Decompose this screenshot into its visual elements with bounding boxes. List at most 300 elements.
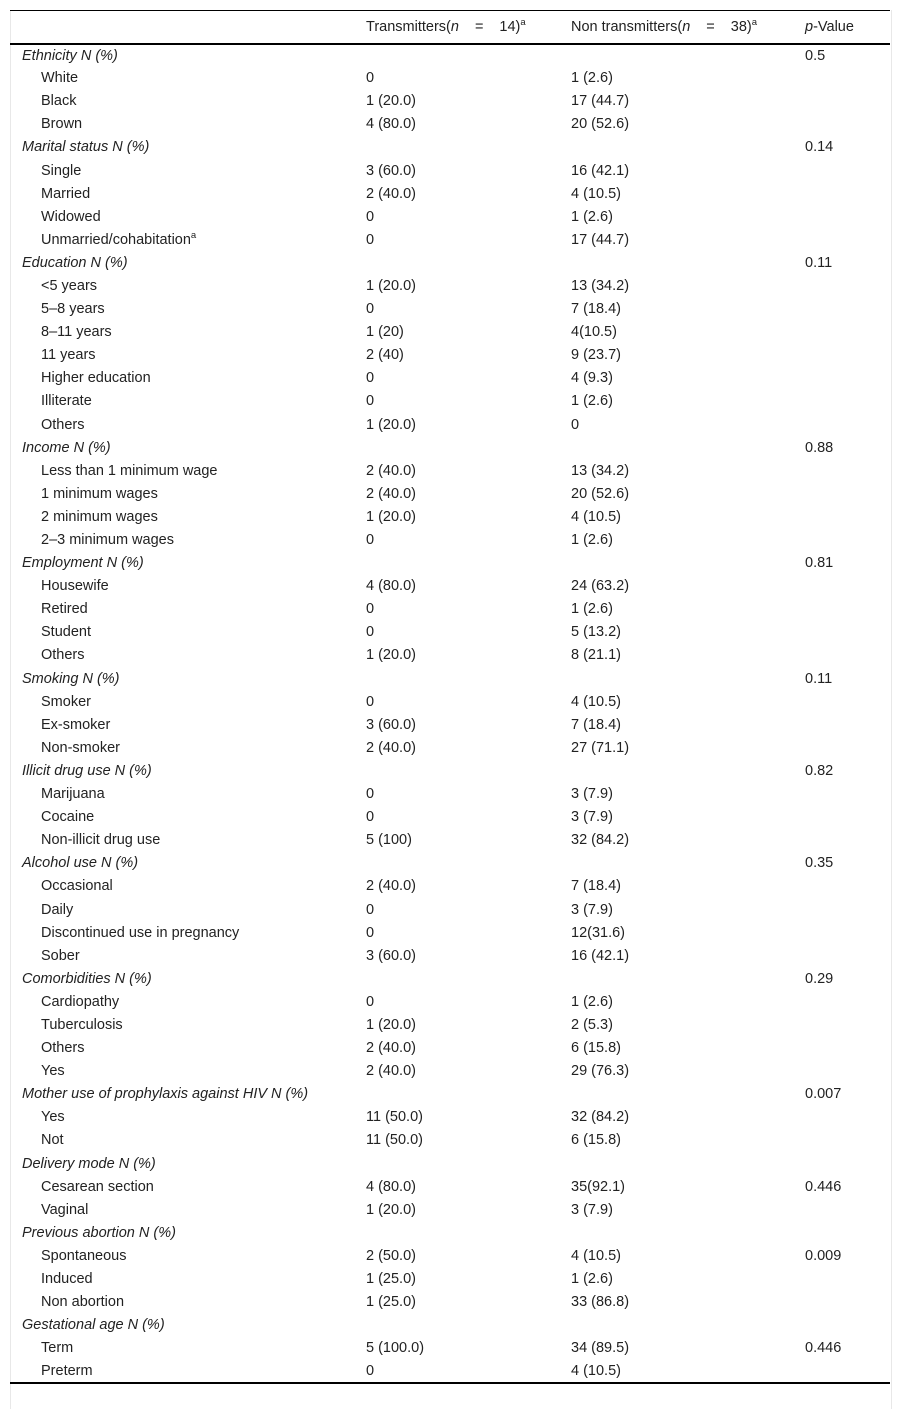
empty-cell	[366, 667, 571, 690]
row-label	[10, 1360, 366, 1383]
group-label-text: Employment N (%)	[22, 555, 144, 572]
header-row	[10, 11, 890, 44]
group-header-row	[10, 967, 890, 990]
row-label-text: Tuberculosis	[41, 1016, 123, 1033]
header-transmitters-n: n	[450, 18, 459, 35]
row-transmitters-text: 5 (100)	[366, 832, 412, 849]
group-label	[10, 1314, 366, 1337]
row-label-text: Cocaine	[41, 809, 95, 826]
row-transmitters	[366, 944, 571, 967]
row-transmitters	[366, 205, 571, 228]
row-non-transmitters-text: 20 (52.6)	[571, 485, 630, 502]
group-label-text: Marital status N (%)	[22, 139, 150, 156]
header-non-transmitters-val: 38)	[730, 18, 752, 35]
table-row	[10, 182, 890, 205]
row-transmitters-text: 0	[366, 370, 375, 387]
group-header-row	[10, 1083, 890, 1106]
group-label	[10, 1221, 366, 1244]
table-row	[10, 274, 890, 297]
table-row	[10, 90, 890, 113]
row-transmitters-text: 0	[366, 208, 375, 225]
group-label	[10, 1152, 366, 1175]
table-row	[10, 228, 890, 251]
group-header-row	[10, 667, 890, 690]
table-row	[10, 1060, 890, 1083]
row-non-transmitters	[571, 90, 805, 113]
table-row	[10, 621, 890, 644]
empty-cell	[366, 1221, 571, 1244]
row-transmitters	[366, 806, 571, 829]
row-label	[10, 1198, 366, 1221]
row-label-text: 11 years	[41, 347, 96, 364]
row-non-transmitters-text: 4 (9.3)	[571, 370, 613, 387]
row-label-text: Non abortion	[41, 1294, 125, 1311]
group-pvalue-text: 0.14	[805, 139, 834, 156]
row-transmitters	[366, 1267, 571, 1290]
row-non-transmitters-text: 7 (18.4)	[571, 301, 621, 318]
row-non-transmitters-text: 1 (2.6)	[571, 70, 613, 87]
row-non-transmitters-text: 16 (42.1)	[571, 162, 630, 179]
row-pvalue	[805, 1037, 890, 1060]
empty-cell	[366, 136, 571, 159]
row-transmitters	[366, 367, 571, 390]
row-transmitters	[366, 528, 571, 551]
row-label	[10, 713, 366, 736]
row-non-transmitters-text: 20 (52.6)	[571, 116, 630, 133]
group-pvalue	[805, 44, 890, 67]
row-label	[10, 113, 366, 136]
row-non-transmitters	[571, 459, 805, 482]
row-transmitters-text: 0	[366, 693, 375, 710]
row-label	[10, 298, 366, 321]
row-transmitters	[366, 575, 571, 598]
row-pvalue	[805, 113, 890, 136]
row-transmitters	[366, 1244, 571, 1267]
row-transmitters	[366, 621, 571, 644]
empty-cell	[571, 1152, 805, 1175]
empty-cell	[366, 759, 571, 782]
header-pvalue-rest: -Value	[813, 18, 854, 35]
header-transmitters-eq: =	[474, 18, 484, 35]
row-label-text: Less than 1 minimum wage	[41, 462, 218, 479]
row-transmitters-text: 0	[366, 624, 375, 641]
row-transmitters-text: 3 (60.0)	[366, 162, 416, 179]
row-transmitters	[366, 159, 571, 182]
row-label	[10, 1267, 366, 1290]
group-label	[10, 1083, 366, 1106]
row-transmitters	[366, 321, 571, 344]
header-pvalue	[805, 11, 890, 44]
row-label	[10, 1244, 366, 1267]
row-transmitters	[366, 783, 571, 806]
row-label-text: Marijuana	[41, 786, 105, 803]
row-transmitters-text: 3 (60.0)	[366, 716, 416, 733]
row-non-transmitters-text: 3 (7.9)	[571, 1201, 613, 1218]
row-transmitters-text: 2 (40)	[366, 347, 404, 364]
row-non-transmitters	[571, 713, 805, 736]
row-non-transmitters-text: 1 (2.6)	[571, 532, 613, 549]
group-label	[10, 136, 366, 159]
row-label-text: 5–8 years	[41, 301, 105, 318]
row-non-transmitters-text: 27 (71.1)	[571, 739, 630, 756]
row-non-transmitters-text: 4 (10.5)	[571, 693, 621, 710]
empty-cell	[571, 1314, 805, 1337]
row-transmitters-text: 1 (20.0)	[366, 93, 416, 110]
row-label-text: Non-illicit drug use	[41, 832, 161, 849]
row-non-transmitters	[571, 598, 805, 621]
row-non-transmitters	[571, 806, 805, 829]
row-non-transmitters	[571, 1244, 805, 1267]
row-non-transmitters-text: 17 (44.7)	[571, 93, 630, 110]
row-non-transmitters	[571, 621, 805, 644]
row-transmitters	[366, 1037, 571, 1060]
row-label-text: 1 minimum wages	[41, 485, 158, 502]
row-transmitters-text: 0	[366, 786, 375, 803]
row-non-transmitters-text: 4 (10.5)	[571, 1362, 621, 1379]
empty-cell	[571, 1083, 805, 1106]
row-label	[10, 505, 366, 528]
row-non-transmitters	[571, 1129, 805, 1152]
table-row	[10, 1175, 890, 1198]
row-non-transmitters-text: 8 (21.1)	[571, 647, 621, 664]
row-transmitters	[366, 413, 571, 436]
row-non-transmitters-text: 6 (15.8)	[571, 1040, 621, 1057]
table-body	[10, 44, 890, 1383]
row-pvalue	[805, 321, 890, 344]
header-empty-cell	[10, 11, 366, 44]
table-row	[10, 113, 890, 136]
group-label-text: Smoking N (%)	[22, 670, 120, 687]
row-non-transmitters-text: 3 (7.9)	[571, 901, 613, 918]
row-non-transmitters-text: 29 (76.3)	[571, 1063, 630, 1080]
row-transmitters-text: 0	[366, 393, 375, 410]
row-label	[10, 783, 366, 806]
row-transmitters-text: 2 (40.0)	[366, 1040, 416, 1057]
group-label-text: Mother use of prophylaxis against HIV N (%)	[22, 1086, 309, 1103]
empty-cell	[571, 759, 805, 782]
row-label-footnote: a	[190, 229, 197, 241]
row-transmitters	[366, 1198, 571, 1221]
empty-cell	[366, 1152, 571, 1175]
group-label-text: Illicit drug use N (%)	[22, 762, 152, 779]
empty-cell	[571, 667, 805, 690]
row-pvalue	[805, 298, 890, 321]
row-non-transmitters-text: 2 (5.3)	[571, 1016, 613, 1033]
group-pvalue	[805, 436, 890, 459]
row-non-transmitters	[571, 113, 805, 136]
row-label-text: Cardiopathy	[41, 993, 120, 1010]
header-transmitters-val: 14)	[499, 18, 521, 35]
group-pvalue	[805, 136, 890, 159]
row-transmitters-text: 4 (80.0)	[366, 578, 416, 595]
row-pvalue-text: 0.446	[805, 1340, 842, 1357]
row-non-transmitters-text: 3 (7.9)	[571, 809, 613, 826]
group-pvalue-text: 0.35	[805, 855, 834, 872]
table-row	[10, 1106, 890, 1129]
header-non-transmitters-n: n	[682, 18, 691, 35]
row-transmitters	[366, 344, 571, 367]
group-label	[10, 552, 366, 575]
row-transmitters-text: 0	[366, 532, 375, 549]
row-non-transmitters	[571, 575, 805, 598]
table-row	[10, 1013, 890, 1036]
row-transmitters	[366, 1106, 571, 1129]
row-label-text: Sober	[41, 947, 80, 964]
table-row	[10, 736, 890, 759]
table-row	[10, 1267, 890, 1290]
row-pvalue-text: 0.446	[805, 1178, 842, 1195]
row-label-text: Not	[41, 1132, 64, 1149]
group-pvalue-text: 0.29	[805, 970, 834, 987]
group-pvalue	[805, 759, 890, 782]
row-non-transmitters	[571, 505, 805, 528]
row-transmitters	[366, 736, 571, 759]
group-pvalue-text: 0.5	[805, 47, 826, 64]
table-row	[10, 1037, 890, 1060]
row-non-transmitters-text: 32 (84.2)	[571, 832, 630, 849]
row-non-transmitters	[571, 1037, 805, 1060]
row-transmitters	[366, 482, 571, 505]
row-label	[10, 482, 366, 505]
group-header-row	[10, 552, 890, 575]
group-label-text: Comorbidities N (%)	[22, 970, 152, 987]
row-pvalue	[805, 644, 890, 667]
empty-cell	[571, 1221, 805, 1244]
empty-cell	[366, 967, 571, 990]
group-header-row	[10, 1314, 890, 1337]
group-pvalue	[805, 1152, 890, 1175]
row-pvalue	[805, 228, 890, 251]
row-transmitters-text: 0	[366, 924, 375, 941]
row-transmitters-text: 0	[366, 301, 375, 318]
table-row	[10, 575, 890, 598]
row-transmitters	[366, 113, 571, 136]
row-pvalue	[805, 806, 890, 829]
group-label	[10, 759, 366, 782]
row-label-text: Others	[41, 647, 85, 664]
group-pvalue	[805, 667, 890, 690]
row-transmitters	[366, 644, 571, 667]
row-pvalue	[805, 1106, 890, 1129]
row-non-transmitters	[571, 298, 805, 321]
group-label	[10, 852, 366, 875]
row-pvalue	[805, 875, 890, 898]
group-label-text: Ethnicity N (%)	[22, 47, 118, 64]
row-transmitters-text: 1 (20.0)	[366, 1016, 416, 1033]
row-pvalue	[805, 1267, 890, 1290]
row-label-text: Spontaneous	[41, 1247, 127, 1264]
row-pvalue	[805, 783, 890, 806]
row-non-transmitters-text: 13 (34.2)	[571, 462, 630, 479]
row-pvalue	[805, 713, 890, 736]
row-pvalue	[805, 829, 890, 852]
empty-cell	[571, 967, 805, 990]
group-pvalue-text: 0.11	[805, 670, 833, 687]
row-label	[10, 806, 366, 829]
row-transmitters	[366, 829, 571, 852]
row-pvalue	[805, 690, 890, 713]
row-non-transmitters-text: 4(10.5)	[571, 324, 617, 341]
row-transmitters-text: 4 (80.0)	[366, 1178, 416, 1195]
header-non-transmitters-sup: a	[751, 16, 758, 28]
row-non-transmitters-text: 1 (2.6)	[571, 1271, 613, 1288]
header-non-transmitters	[571, 11, 805, 44]
row-transmitters-text: 4 (80.0)	[366, 116, 416, 133]
row-transmitters-text: 0	[366, 993, 375, 1010]
row-pvalue	[805, 1337, 890, 1360]
row-non-transmitters-text: 24 (63.2)	[571, 578, 630, 595]
row-label-text: White	[41, 70, 79, 87]
row-transmitters	[366, 875, 571, 898]
row-label-text: Smoker	[41, 693, 91, 710]
row-non-transmitters	[571, 274, 805, 297]
row-non-transmitters	[571, 205, 805, 228]
row-pvalue	[805, 736, 890, 759]
row-label	[10, 182, 366, 205]
row-non-transmitters	[571, 1060, 805, 1083]
row-non-transmitters-text: 4 (10.5)	[571, 508, 621, 525]
header-transmitters-pre: Transmitters(	[366, 18, 451, 35]
row-non-transmitters	[571, 413, 805, 436]
empty-cell	[366, 436, 571, 459]
row-non-transmitters-text: 1 (2.6)	[571, 601, 613, 618]
table-row	[10, 459, 890, 482]
group-label	[10, 436, 366, 459]
row-label-text: Housewife	[41, 578, 109, 595]
row-pvalue	[805, 1291, 890, 1314]
group-label-text: Education N (%)	[22, 254, 128, 271]
row-non-transmitters	[571, 875, 805, 898]
row-transmitters-text: 1 (25.0)	[366, 1271, 416, 1288]
row-pvalue	[805, 944, 890, 967]
row-non-transmitters	[571, 159, 805, 182]
row-non-transmitters-text: 4 (10.5)	[571, 185, 621, 202]
table-row	[10, 1129, 890, 1152]
group-header-row	[10, 1152, 890, 1175]
row-non-transmitters-text: 34 (89.5)	[571, 1340, 630, 1357]
row-transmitters	[366, 67, 571, 90]
row-transmitters	[366, 1175, 571, 1198]
row-non-transmitters	[571, 783, 805, 806]
row-non-transmitters	[571, 990, 805, 1013]
table-row	[10, 159, 890, 182]
row-transmitters	[366, 1013, 571, 1036]
table-row	[10, 321, 890, 344]
row-pvalue	[805, 482, 890, 505]
group-header-row	[10, 1221, 890, 1244]
row-transmitters	[366, 690, 571, 713]
row-transmitters-text: 2 (40.0)	[366, 739, 416, 756]
table-row	[10, 783, 890, 806]
table-row	[10, 690, 890, 713]
row-transmitters	[366, 182, 571, 205]
row-non-transmitters-text: 16 (42.1)	[571, 947, 630, 964]
row-non-transmitters-text: 3 (7.9)	[571, 786, 613, 803]
row-non-transmitters-text: 0	[571, 416, 580, 433]
group-header-row	[10, 251, 890, 274]
row-non-transmitters	[571, 482, 805, 505]
group-label-text: Income N (%)	[22, 439, 111, 456]
table-row	[10, 482, 890, 505]
row-label-text: Occasional	[41, 878, 113, 895]
row-non-transmitters-text: 17 (44.7)	[571, 231, 630, 248]
empty-cell	[366, 1314, 571, 1337]
row-label	[10, 829, 366, 852]
group-header-row	[10, 436, 890, 459]
row-non-transmitters-text: 33 (86.8)	[571, 1294, 630, 1311]
row-non-transmitters-text: 1 (2.6)	[571, 393, 613, 410]
row-pvalue	[805, 159, 890, 182]
table-header	[10, 11, 890, 44]
row-label-text: <5 years	[41, 277, 98, 294]
table-row	[10, 921, 890, 944]
table-row	[10, 944, 890, 967]
row-non-transmitters	[571, 1267, 805, 1290]
row-label-text: Brown	[41, 116, 83, 133]
table-row	[10, 367, 890, 390]
row-label-text: Vaginal	[41, 1201, 89, 1218]
group-pvalue	[805, 1314, 890, 1337]
empty-cell	[366, 852, 571, 875]
row-transmitters	[366, 921, 571, 944]
row-label-text: Yes	[41, 1109, 65, 1126]
table-row	[10, 1198, 890, 1221]
group-pvalue-text: 0.88	[805, 439, 834, 456]
group-pvalue-text: 0.007	[805, 1086, 842, 1103]
row-transmitters	[366, 90, 571, 113]
row-transmitters-text: 0	[366, 70, 375, 87]
row-transmitters-text: 2 (40.0)	[366, 878, 416, 895]
group-label	[10, 251, 366, 274]
group-pvalue	[805, 852, 890, 875]
row-pvalue	[805, 344, 890, 367]
row-transmitters-text: 1 (20.0)	[366, 1201, 416, 1218]
row-transmitters-text: 0	[366, 1362, 375, 1379]
table-row	[10, 413, 890, 436]
table-row	[10, 505, 890, 528]
row-non-transmitters-text: 4 (10.5)	[571, 1247, 621, 1264]
row-label-text: Cesarean section	[41, 1178, 154, 1195]
header-non-transmitters-eq: =	[706, 18, 715, 35]
row-label-text: Yes	[41, 1063, 65, 1080]
row-transmitters-text: 0	[366, 901, 375, 918]
table-row	[10, 344, 890, 367]
row-label	[10, 921, 366, 944]
row-label-text: Black	[41, 93, 77, 110]
row-label-text: Preterm	[41, 1362, 93, 1379]
row-pvalue	[805, 1244, 890, 1267]
row-label-text: Others	[41, 416, 85, 433]
row-non-transmitters	[571, 1360, 805, 1383]
group-pvalue-text: 0.81	[805, 555, 834, 572]
row-pvalue	[805, 90, 890, 113]
row-transmitters	[366, 1291, 571, 1314]
row-pvalue	[805, 1129, 890, 1152]
row-label-text: Single	[41, 162, 82, 179]
row-non-transmitters	[571, 67, 805, 90]
row-label-text: Discontinued use in pregnancy	[41, 924, 240, 941]
row-label	[10, 736, 366, 759]
row-pvalue	[805, 528, 890, 551]
row-label	[10, 690, 366, 713]
row-non-transmitters	[571, 528, 805, 551]
row-non-transmitters	[571, 898, 805, 921]
group-label-text: Delivery mode N (%)	[22, 1155, 156, 1172]
row-non-transmitters	[571, 228, 805, 251]
row-non-transmitters	[571, 1175, 805, 1198]
row-non-transmitters-text: 7 (18.4)	[571, 878, 621, 895]
row-label	[10, 898, 366, 921]
